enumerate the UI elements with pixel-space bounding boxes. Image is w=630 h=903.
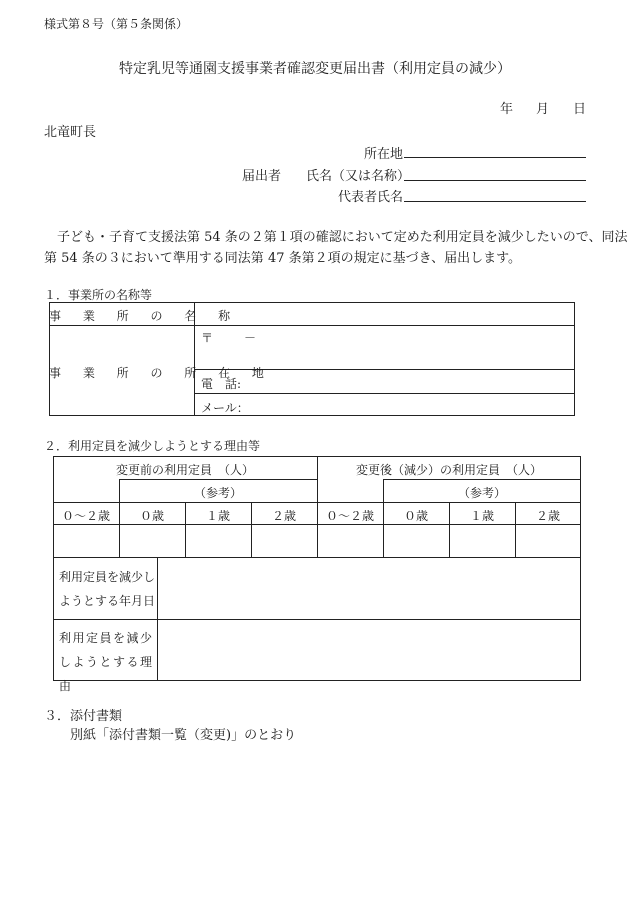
reduction-reason-field[interactable]	[158, 620, 580, 680]
before-capacity-total-field[interactable]	[54, 525, 118, 556]
capacity-table-line	[383, 479, 581, 480]
age-column-header: ０～２歳	[325, 509, 374, 523]
postal-mark: 〒	[201, 331, 214, 345]
after-reference-label: （参考）	[457, 486, 506, 500]
applicant-label: 届出者	[242, 169, 282, 184]
age-column-header: ０歳	[139, 509, 164, 523]
date-year: 年	[500, 102, 514, 117]
reduction-reason-label: 利用定員を減少しようとする理由	[59, 631, 154, 693]
age-column-header: ０～２歳	[61, 509, 110, 523]
page-title: 特定乳児等通園支援事業者確認変更届出書（利用定員の減少）	[119, 61, 511, 77]
after-capacity-total-field[interactable]	[318, 525, 382, 556]
before-reference-label: （参考）	[193, 486, 242, 500]
after-capacity-age2-field[interactable]	[516, 525, 580, 556]
email-label: メール：	[201, 401, 249, 415]
name-field-line[interactable]	[404, 180, 586, 181]
phone-label: 電 話:	[201, 377, 242, 391]
after-capacity-header: 変更後（減少）の利用定員 （人）	[355, 463, 542, 477]
addressee: 北竜町長	[44, 125, 97, 140]
date-month: 月	[536, 102, 550, 117]
address-label: 所在地	[364, 147, 404, 162]
before-capacity-age2-field[interactable]	[252, 525, 316, 556]
date-day: 日	[573, 102, 587, 117]
office-address-label: 事 業 所 の 所 在 地	[49, 366, 273, 380]
office-address-field[interactable]	[195, 326, 574, 368]
reduction-date-label: 利用定員を減少しようとする年月日	[59, 570, 156, 608]
section2-heading: ２．利用定員を減少しようとする理由等	[44, 439, 261, 453]
form-number: 様式第８号（第５条関係）	[44, 17, 189, 31]
age-column-header: ０歳	[403, 509, 428, 523]
attachments-content: 別紙「添付書類一覧（変更)」のとおり	[70, 728, 297, 743]
postal-dash: －	[244, 331, 257, 345]
office-name-field[interactable]	[195, 303, 574, 324]
age-column-header: １歳	[205, 509, 230, 523]
after-capacity-age0-field[interactable]	[384, 525, 448, 556]
body-text-line-1: 子ども・子育て支援法第 54 条の２第１項の確認において定めた利用定員を減少したいので、同法	[57, 230, 628, 245]
reduction-date-field[interactable]	[158, 558, 580, 618]
representative-field-line[interactable]	[404, 201, 586, 202]
before-capacity-age0-field[interactable]	[120, 525, 184, 556]
age-column-header: １歳	[469, 509, 494, 523]
before-capacity-age1-field[interactable]	[186, 525, 250, 556]
section3-heading: ３．添付書類	[44, 709, 123, 724]
email-field[interactable]	[250, 394, 574, 415]
capacity-table-line	[119, 479, 317, 480]
office-name-label: 事 業 所 の 名 称	[49, 309, 240, 323]
section1-heading: １．事業所の名称等	[44, 288, 153, 302]
age-column-header: ２歳	[535, 509, 560, 523]
name-label: 氏名（又は名称）	[306, 169, 411, 184]
address-field-line[interactable]	[404, 157, 586, 158]
phone-field[interactable]	[250, 370, 574, 392]
body-text-line-2: 第 54 条の３において準用する同法第 47 条第２項の規定に基づき、届出します。	[44, 251, 522, 266]
age-column-header: ２歳	[271, 509, 296, 523]
before-capacity-header: 変更前の利用定員 （人）	[115, 463, 254, 477]
representative-label: 代表者氏名	[338, 190, 404, 205]
after-capacity-age1-field[interactable]	[450, 525, 514, 556]
